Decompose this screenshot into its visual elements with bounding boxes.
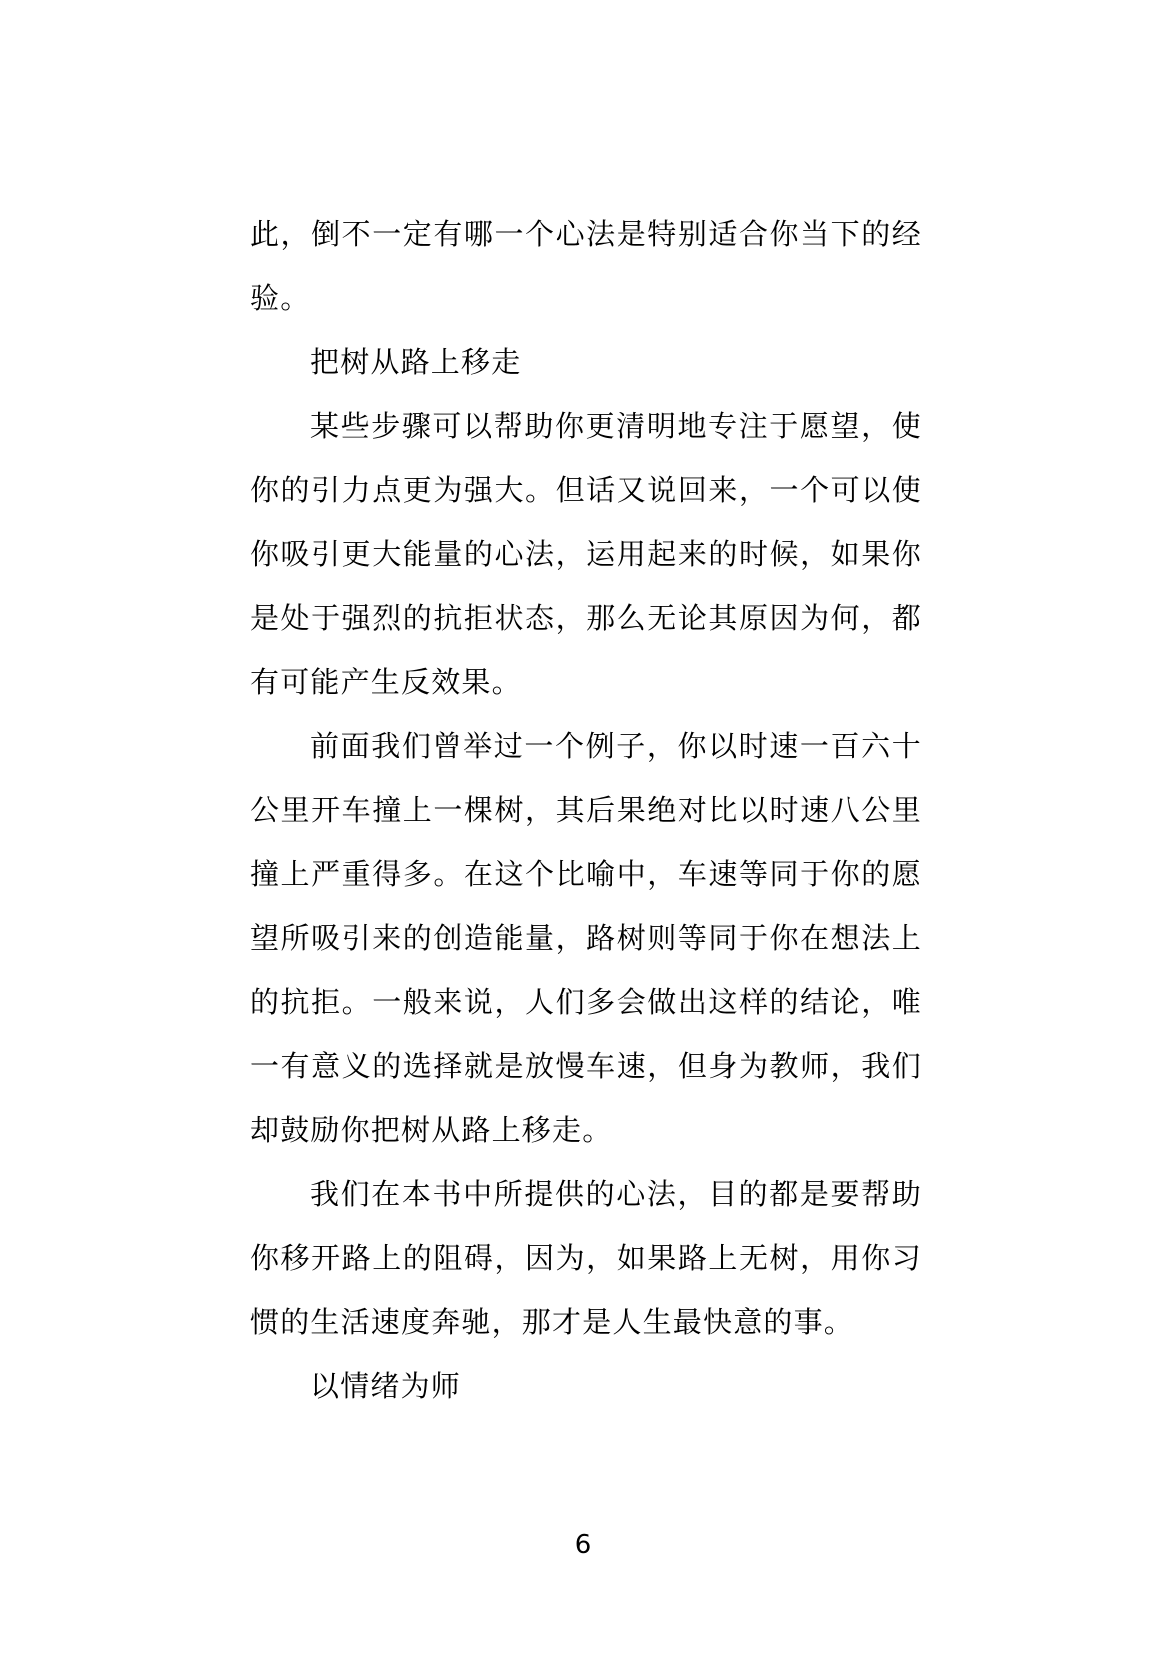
paragraph-continuation: 此，倒不一定有哪一个心法是特别适合你当下的经验。	[250, 217, 922, 315]
body-text	[250, 202, 922, 1418]
paragraph-steps: 某些步骤可以帮助你更清明地专注于愿望，使你的引力点更为强大。但话又说回来，一个可以使你吸引更大能量的心法，运用起来的时候，如果你是处于强烈的抗拒状态，那么无论其原因为何，都有可能产生反效果。	[250, 409, 922, 699]
paragraph-methods: 我们在本书中所提供的心法，目的都是要帮助你移开路上的阻碍，因为，如果路上无树，用你习惯的生活速度奔驰，那才是人生最快意的事。	[250, 1177, 922, 1339]
section-heading-move-tree: 把树从路上移走	[310, 345, 522, 379]
paragraph-car-example: 前面我们曾举过一个例子，你以时速一百六十公里开车撞上一棵树，其后果绝对比以时速八公里撞上严重得多。在这个比喻中，车速等同于你的愿望所吸引来的创造能量，路树则等同于你在想法上的抗拒。一般来说，人们多会做出这样的结论，唯一有意义的选择就是放慢车速，但身为教师，我们却鼓励你把树从路上移走。	[250, 729, 922, 1147]
section-heading-emotions: 以情绪为师	[310, 1369, 462, 1403]
page-number: 6	[574, 1530, 592, 1560]
